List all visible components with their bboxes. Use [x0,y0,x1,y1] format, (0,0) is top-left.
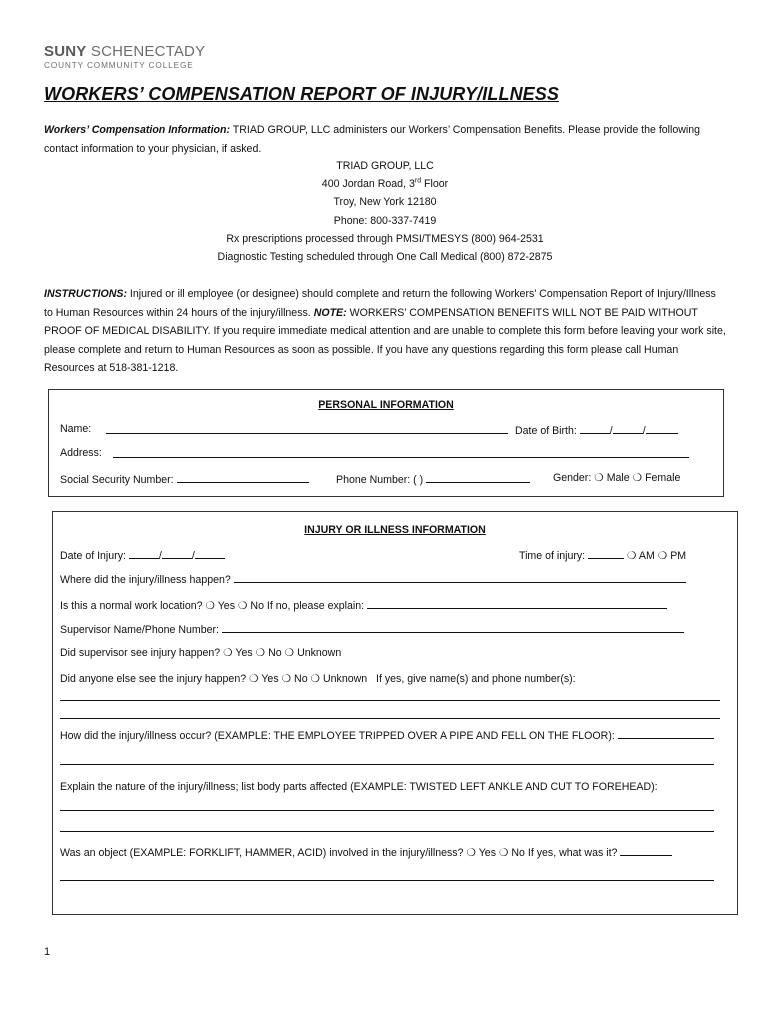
normal-location-label: Is this a normal work location? [60,600,203,612]
wc-info-label: Workers’ Compensation Information: [44,124,230,136]
supervisor-field[interactable] [222,622,684,633]
wit-no-radio-icon[interactable]: ❍ [281,673,292,685]
address-row [60,447,102,459]
personal-info-heading: PERSONAL INFORMATION [318,399,454,411]
supervisor-label: Supervisor Name/Phone Number: [60,624,219,636]
doi-day-field[interactable] [162,548,192,559]
witness-row: Did anyone else see the injury happen? ❍ Yes ❍ No ❍ Unknown If yes, give name(s) and phone number(s): [60,673,576,685]
name-row [60,423,91,435]
time-field[interactable] [588,548,624,559]
how-field[interactable] [618,728,714,739]
logo-name: SCHENECTADY [90,43,206,60]
witness-names-line-2[interactable] [60,708,720,719]
witness-label: Did anyone else see the injury happen? [60,673,247,685]
how-line-2[interactable] [60,754,714,765]
address-label: Address: [60,447,102,459]
injury-info-heading: INJURY OR ILLNESS INFORMATION [304,524,486,536]
if-yes-what-label: If yes, what was it? [527,847,618,859]
ssn-row [60,472,309,486]
if-no-field[interactable] [367,598,667,609]
nature-label: Explain the nature of the injury/illness; list body parts affected (EXAMPLE: TWISTED LEFT ANKLE AND CUT TO FOREHEAD): [60,781,658,793]
name-label: Name: [60,423,92,435]
normal-yes-radio-icon[interactable]: ❍ [205,600,215,612]
wc-info-text: TRIAD GROUP, LLC administers our Workers’ Compensation Benefits. Please provide the following contact information to your physician, if asked. [44,124,701,155]
contact-diagnostic: Diagnostic Testing scheduled through One Call Medical (800) 872-2875 [217,251,553,264]
object-field[interactable] [620,845,672,856]
how-row [60,728,714,742]
gender-label: Gender: [553,472,592,484]
dob-year-field[interactable] [646,423,678,434]
nature-row [60,781,658,793]
contact-company: TRIAD GROUP, LLC [336,160,434,172]
contact-city: Troy, New York 12180 [333,196,437,209]
dob-day-field[interactable] [613,423,643,434]
object-label: Was an object (EXAMPLE: FORKLIFT, HAMMER, ACID) involved in the injury/illness? [60,847,464,859]
logo-suny: SUNY [44,43,87,60]
instructions-paragraph: INSTRUCTIONS: Injured or ill employee (or designee) should complete and return the following Workers’ Compensation Report of Injury/Illness to Human Resources within 24 hours of the injury/illness. NOTE: WORKERS’ COMPENSATION BENEFITS WILL NOT BE PAID WITHOUT PROOF OF MEDICAL DISABILITY. If you require immediate medical attention and are unable to complete this form before leaving your work site, please complete and return to Human Resources as soon as possible. If you have any questions regarding this form please call Human Resources at 518-381-1218. [44,288,726,374]
college-logo [44,44,205,70]
where-label: Where did the injury/illness happen? [60,574,231,586]
form-title: WORKERS’ COMPENSATION REPORT OF INJURY/ILLNESS [44,84,559,104]
sup-unknown-radio-icon[interactable]: ❍ [284,647,295,659]
female-label: Female [645,472,681,484]
male-label: Male [606,472,630,484]
wit-yes-radio-icon[interactable]: ❍ [249,673,259,685]
where-field[interactable] [234,572,686,583]
supervisor-see-label: Did supervisor see injury happen? [60,647,221,659]
dob-month-field[interactable] [580,423,610,434]
normal-no-radio-icon[interactable]: ❍ [237,600,248,612]
doi-label: Date of Injury: [60,550,126,562]
contact-phone: Phone: 800-337-7419 [333,214,437,227]
injury-info-section [52,511,738,915]
nature-line-1[interactable] [60,800,714,811]
supervisor-see-row: Did supervisor see injury happen? ❍ Yes ❍ No ❍ Unknown [60,647,342,659]
female-radio-icon[interactable]: ❍ [632,472,643,484]
doi-month-field[interactable] [129,548,159,559]
dob-label: Date of Birth: [515,425,577,437]
object-row: Was an object (EXAMPLE: FORKLIFT, HAMMER, ACID) involved in the injury/illness? ❍ Yes ❍ No If yes, what was it? [60,845,672,859]
nature-line-2[interactable] [60,821,714,832]
if-no-label: If no, please explain: [266,600,365,612]
doi-row: Date of Injury: / / [60,548,225,562]
wit-unknown-radio-icon[interactable]: ❍ [310,673,321,685]
instructions-label: INSTRUCTIONS: [44,288,127,300]
am-radio-icon[interactable]: ❍ [627,550,637,562]
am-label: AM [638,550,655,562]
ssn-label: Social Security Number: [60,474,174,486]
where-row [60,572,686,586]
sup-yes-radio-icon[interactable]: ❍ [223,647,233,659]
gender-row [553,472,680,484]
wc-info-paragraph [44,121,726,158]
doi-year-field[interactable] [195,548,225,559]
male-radio-icon[interactable]: ❍ [594,472,604,484]
contact-block [44,157,726,266]
address-field[interactable] [113,447,689,458]
contact-rx: Rx prescriptions processed through PMSI/TMESYS (800) 964-2531 [226,232,544,245]
contact-address: 400 Jordan Road, 3rd Floor [321,177,449,191]
obj-yes-radio-icon[interactable]: ❍ [466,847,476,859]
time-row [519,548,686,562]
note-label: NOTE: [313,306,347,319]
witness-names-line-1[interactable] [60,690,720,701]
obj-no-radio-icon[interactable]: ❍ [498,847,509,859]
time-label: Time of injury: [519,550,586,562]
if-yes-names-label: If yes, give name(s) and phone number(s): [376,673,576,685]
phone-label: Phone Number: ( ) [336,474,424,486]
phone-row [336,472,530,486]
personal-info-section [48,389,724,497]
supervisor-row [60,622,684,636]
pm-radio-icon[interactable]: ❍ [657,550,668,562]
ssn-field[interactable] [177,472,309,483]
page-number: 1 [44,946,51,958]
pm-label: PM [670,550,687,562]
normal-location-row: Is this a normal work location? ❍ Yes ❍ No If no, please explain: [60,598,667,612]
how-label: How did the injury/illness occur? (EXAMPLE: THE EMPLOYEE TRIPPED OVER A PIPE AND FELL ON THE FLOOR): [60,730,615,742]
name-field[interactable] [106,423,508,434]
logo-subtitle: COUNTY COMMUNITY COLLEGE [44,61,194,70]
phone-field[interactable] [426,472,530,483]
object-line-2[interactable] [60,870,714,881]
sup-no-radio-icon[interactable]: ❍ [255,647,266,659]
dob-row: Date of Birth: / / [515,423,678,437]
